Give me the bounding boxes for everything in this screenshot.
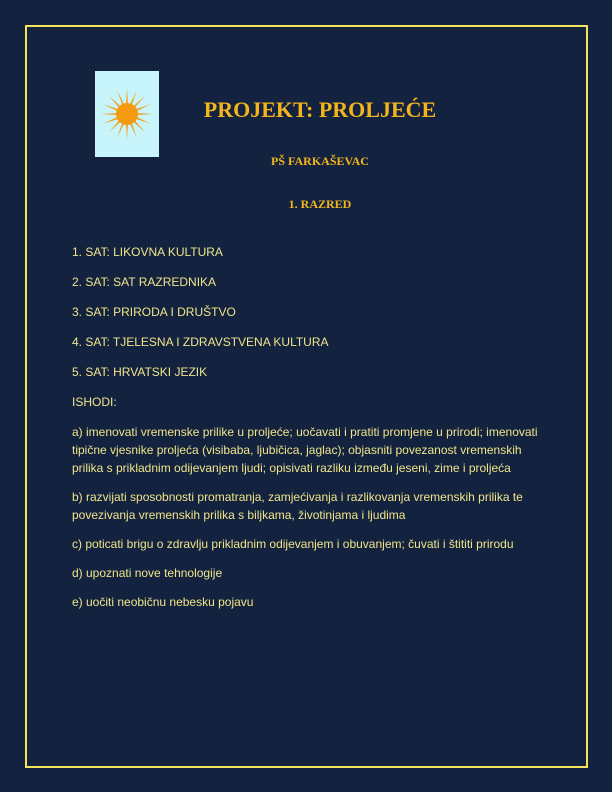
sun-logo xyxy=(95,71,159,157)
document-body xyxy=(72,243,552,622)
lesson-item: 1. SAT: LIKOVNA KULTURA xyxy=(72,245,223,259)
outcome-item: b) razvijati sposobnosti promatranja, zamjećivanja i razlikovanja vremenskih prilika te povezivanja vremenskih prilika s biljkama, životinjama i ljudima xyxy=(72,490,523,522)
lesson-item: 4. SAT: TJELESNA I ZDRAVSTVENA KULTURA xyxy=(72,335,329,349)
lesson-item: 5. SAT: HRVATSKI JEZIK xyxy=(72,365,208,379)
school-name: PŠ FARKAŠEVAC xyxy=(271,154,369,168)
outcome-item: a) imenovati vremenske prilike u proljeće; uočavati i pratiti promjene u prirodi; imenovati tipične vjesnike proljeća (visibaba, ljubičica, jaglac); objasniti povezanost vremenskih prilika s prikladnim odijevanjem ljudi; opisivati razliku između jeseni, zime i proljeća xyxy=(72,425,538,475)
lesson-item: 2. SAT: SAT RAZREDNIKA xyxy=(72,275,217,289)
outcome-item: e) uočiti neobičnu nebesku pojavu xyxy=(72,595,254,609)
lesson-item: 3. SAT: PRIRODA I DRUŠTVO xyxy=(72,305,236,319)
outcomes-heading: ISHODI: xyxy=(72,395,117,409)
grade-label: 1. RAZRED xyxy=(288,197,352,211)
sun-icon xyxy=(95,71,159,157)
page-title: PROJEKT: PROLJEĆE xyxy=(203,97,437,122)
outcome-item: c) poticati brigu o zdravlju prikladnim odijevanjem i obuvanjem; čuvati i štititi prirodu xyxy=(72,537,514,551)
outcome-item: d) upoznati nove tehnologije xyxy=(72,566,223,580)
